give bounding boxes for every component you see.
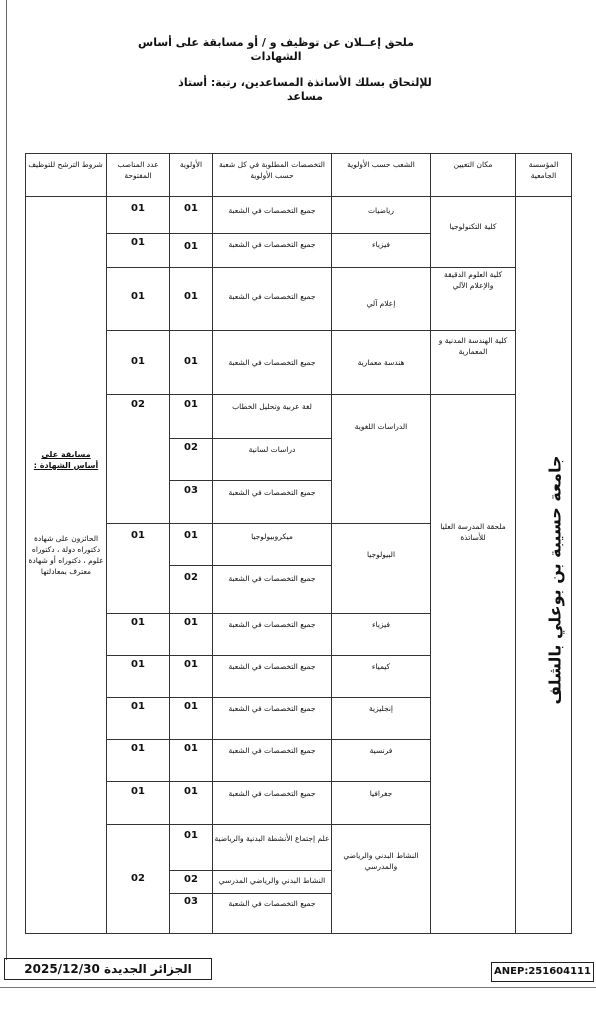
posts-bio: 01 bbox=[131, 530, 145, 541]
specialty-physics2: جميع التخصصات في الشعبة bbox=[228, 620, 316, 629]
branch-geo: جغرافيا bbox=[369, 789, 393, 798]
priority-sport-2: 02 bbox=[184, 874, 198, 885]
branch-physics2: فيزياء bbox=[372, 620, 390, 629]
specialty-chem: جميع التخصصات في الشعبة bbox=[228, 662, 316, 671]
branch-math: رياضيات bbox=[368, 206, 394, 215]
specialty-ling: دراسات لسانية bbox=[248, 445, 296, 454]
specialty-sport-social: علم إجتماع الأنشطة البدنية والرياضية bbox=[214, 834, 330, 843]
branch-bio: البيولوجيا bbox=[366, 550, 396, 559]
branch-lang: الدراسات اللغوية bbox=[354, 422, 408, 431]
posts-math: 01 bbox=[131, 203, 145, 214]
specialty-geo: جميع التخصصات في الشعبة bbox=[228, 789, 316, 798]
specialty-sport-school: النشاط البدني والرياضي المدرسي bbox=[218, 876, 326, 885]
posts-french: 01 bbox=[131, 743, 145, 754]
header-priority: الأولوية bbox=[179, 160, 203, 169]
anep-code: ANEP:251604111 bbox=[491, 962, 594, 982]
branch-physics1: فيزياء bbox=[372, 240, 390, 249]
conditions-title: مسابقة على أساس الشهادة : bbox=[33, 450, 99, 470]
institution-name: جامعة حسيبة بن بوعلي بالشلف bbox=[545, 455, 565, 705]
place-annex: ملحقة المدرسة العليا للأساتذة bbox=[440, 522, 506, 542]
header-institution: المؤسسة الجامعية bbox=[528, 160, 559, 180]
priority-math: 01 bbox=[184, 203, 198, 214]
priority-physics2: 01 bbox=[184, 617, 198, 628]
posts-cs: 01 bbox=[131, 291, 145, 302]
branch-french: فرنسية bbox=[369, 746, 393, 755]
specialty-arch: جميع التخصصات في الشعبة bbox=[228, 358, 316, 367]
posts-english: 01 bbox=[131, 701, 145, 712]
branch-sport: النشاط البدني والرياضي والمدرسي bbox=[343, 851, 419, 871]
priority-lang-3: 03 bbox=[184, 485, 198, 496]
specialty-physics1: جميع التخصصات في الشعبة bbox=[228, 240, 316, 249]
header-place: مكان التعيين bbox=[453, 160, 493, 169]
priority-cs: 01 bbox=[184, 291, 198, 302]
specialty-french: جميع التخصصات في الشعبة bbox=[228, 746, 316, 755]
priority-geo: 01 bbox=[184, 786, 198, 797]
priority-bio-2: 02 bbox=[184, 572, 198, 583]
posts-lang: 02 bbox=[131, 399, 145, 410]
branch-english: إنجليزية bbox=[368, 704, 393, 713]
priority-lang-1: 01 bbox=[184, 399, 198, 410]
branch-chem: كيمياء bbox=[371, 662, 391, 671]
conditions-text: الحائزون على شهادة دكتوراه دولة ، دكتوراه علوم ، دكتوراه أو شهادة معترف بمعادلتها bbox=[28, 534, 104, 576]
priority-english: 01 bbox=[184, 701, 198, 712]
priority-sport-1: 01 bbox=[184, 830, 198, 841]
posts-physics2: 01 bbox=[131, 617, 145, 628]
specialty-sport-all: جميع التخصصات في الشعبة bbox=[228, 899, 316, 908]
priority-arch: 01 bbox=[184, 356, 198, 367]
page-edge-line bbox=[6, 0, 7, 960]
document-title: ملحق إعــلان عن توظيف و / أو مسابقة على أساس الشهادات bbox=[138, 36, 414, 63]
specialty-math: جميع التخصصات في الشعبة bbox=[228, 206, 316, 215]
posts-sport: 02 bbox=[131, 873, 145, 884]
priority-physics1: 01 bbox=[184, 241, 198, 252]
priority-chem: 01 bbox=[184, 659, 198, 670]
place-civil: كلية الهندسة المدنية و المعمارية bbox=[438, 336, 508, 356]
specialty-lang-all: جميع التخصصات في الشعبة bbox=[228, 488, 316, 497]
priority-sport-3: 03 bbox=[184, 896, 198, 907]
priority-french: 01 bbox=[184, 743, 198, 754]
header-branches: الشعب حسب الأولوية bbox=[347, 160, 415, 169]
document-subtitle: للإلتحاق بسلك الأساتذة المساعدين، رتبة: أستاذ مساعد bbox=[178, 76, 432, 103]
specialty-bio-all: جميع التخصصات في الشعبة bbox=[228, 574, 316, 583]
bottom-divider bbox=[0, 987, 596, 988]
positions-table bbox=[25, 153, 572, 933]
specialty-micro: ميكروبيولوجيا bbox=[251, 532, 293, 541]
header-posts: عدد المناصب المفتوحة bbox=[117, 160, 159, 180]
header-conditions: شروط الترشح للتوظيف bbox=[28, 160, 103, 169]
specialty-arabic: لغة عربية وتحليل الخطاب bbox=[232, 402, 312, 411]
institution-name-vertical bbox=[535, 455, 575, 705]
branch-cs: إعلام آلي bbox=[366, 299, 396, 308]
specialty-english: جميع التخصصات في الشعبة bbox=[228, 704, 316, 713]
posts-geo: 01 bbox=[131, 786, 145, 797]
posts-arch: 01 bbox=[131, 356, 145, 367]
priority-bio-1: 01 bbox=[184, 530, 198, 541]
header-specialties: التخصصات المطلوبة في كل شعبة حسب الأولوية bbox=[219, 160, 325, 180]
place-tech: كلية التكنولوجيا bbox=[449, 222, 497, 231]
specialty-cs: جميع التخصصات في الشعبة bbox=[228, 292, 316, 301]
branch-arch: هندسة معمارية bbox=[357, 358, 405, 367]
place-exact: كلية العلوم الدقيقة والإعلام الآلي bbox=[443, 270, 503, 290]
posts-physics1: 01 bbox=[131, 237, 145, 248]
newspaper-label: الجزائر الجديدة 2025/12/30 bbox=[4, 958, 212, 980]
posts-chem: 01 bbox=[131, 659, 145, 670]
priority-lang-2: 02 bbox=[184, 442, 198, 453]
